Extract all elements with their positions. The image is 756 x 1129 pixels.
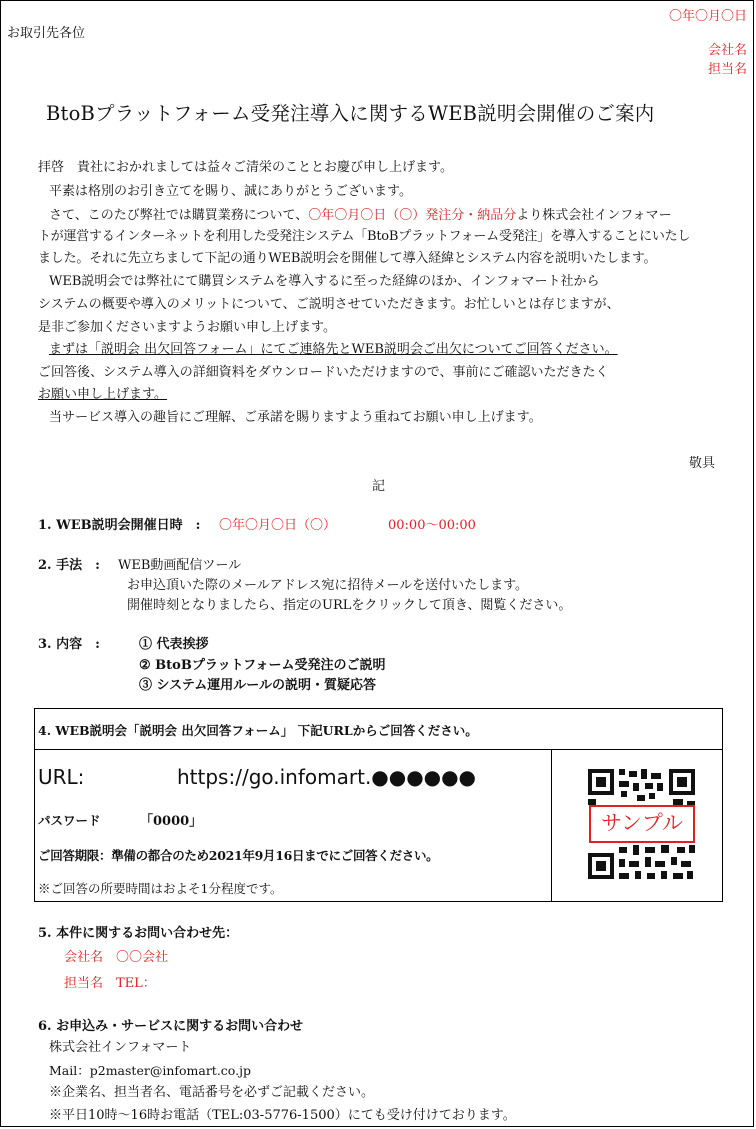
service-email[interactable]: Mail：p2master@infomart.co.jp — [49, 1063, 251, 1078]
header-date: 〇年〇月〇日 — [668, 9, 747, 24]
method-line-1: WEB動画配信ツール — [118, 558, 242, 573]
section-1-label: 1. WEB説明会開催日時 : — [38, 518, 201, 533]
form-url-link[interactable]: https://go.infomart.●●●●●● — [177, 765, 477, 789]
event-time: 00:00～00:00 — [388, 518, 476, 533]
document-title: BtoBプラットフォーム受発注導入に関するWEB説明会開催のご案内 — [46, 102, 655, 125]
password-label: パスワード — [38, 813, 101, 828]
body-line-2: 平素は格別のお引き立てを賜り、誠にありがとうございます。 — [49, 184, 412, 199]
body-line-1: 拝啓 貴社におかれましては益々ご清栄のこととお慶び申し上げます。 — [38, 160, 453, 175]
body-line-5: ました。それに先立ちまして下記の通りWEB説明会を開催して導入経緯とシステム内容を説明いたします。 — [38, 251, 657, 266]
body-line-7: システムの概要や導入のメリットについて、ご説明させていただきます。お忙しいとは存じますが、 — [38, 297, 620, 312]
deadline-note: ご回答期限：準備の都合のため2021年9月16日までにご回答ください。 — [38, 848, 439, 863]
body-line-3 — [49, 204, 672, 223]
service-company: 株式会社インフォマート — [49, 1040, 192, 1055]
body-line-9-instruction: まずは「説明会 出欠回答フォーム」にてご連絡先とWEB説明会ご出欠についてご回答ください。 — [49, 342, 618, 357]
contact-company: 会社名 〇〇会社 — [64, 950, 169, 965]
sample-stamp: サンプル — [589, 805, 695, 843]
contact-person-tel: 担当名 TEL： — [64, 976, 156, 991]
content-item-3: ③ システム運用ルールの説明・質疑応答 — [139, 678, 376, 693]
box-divider — [551, 749, 552, 901]
section-3-label: 3. 内容 : — [38, 637, 100, 652]
section-4-heading: 4. WEB説明会「説明会 出欠回答フォーム」 下記URLからご回答ください。 — [38, 723, 478, 738]
body-line-6: WEB説明会では弊社にて購買システムを導入するに至った経緯のほか、インフォマート社から — [49, 274, 600, 289]
service-note-1: ※企業名、担当者名、電話番号を必ずご記載ください。 — [49, 1085, 375, 1100]
body-line-3c: より株式会社インフォマー — [516, 208, 672, 223]
header-person: 担当名 — [707, 62, 747, 77]
method-line-2: お申込頂いた際のメールアドレス宛に招待メールを送付いたします。 — [127, 578, 529, 593]
content-item-2: ② BtoBプラットフォーム受発注のご説明 — [139, 658, 386, 673]
body-line-12: 当サービス導入の趣旨にご理解、ご承諾を賜りますよう重ねてお願い申し上げます。 — [49, 410, 542, 425]
body-line-10: ご回答後、システム導入の詳細資料をダウンロードいただけますので、事前にご確認いただきたく — [38, 365, 609, 380]
password-value: 「0000」 — [140, 814, 203, 829]
url-label: URL: — [38, 765, 85, 789]
method-line-3: 開催時刻となりましたら、指定のURLをクリックして頂き、閲覧ください。 — [127, 598, 572, 613]
content-item-1: ① 代表挨拶 — [139, 637, 209, 652]
duration-note: ※ご回答の所要時間はおよそ1分程度です。 — [38, 881, 283, 896]
body-line-4: トが運営するインターネットを利用した受発注システム「BtoBプラットフォーム受発注」を導入することにいたし — [38, 229, 691, 244]
header-company: 会社名 — [707, 43, 747, 58]
body-line-3a: さて、このたび弊社では購買業務について、 — [49, 208, 309, 223]
service-note-2: ※平日10時～16時お電話（TEL:03-5776-1500）にても受け付けております。 — [49, 1108, 516, 1123]
body-line-8: 是非ご参加くださいますようお願い申し上げます。 — [38, 320, 336, 335]
event-date: 〇年〇月〇日（〇） — [219, 518, 337, 533]
closing-keigu: 敬具 — [689, 456, 716, 471]
section-6-label: 6. お申込み・サービスに関するお問い合わせ — [38, 1019, 304, 1034]
body-line-11: お願い申し上げます。 — [38, 387, 167, 402]
section-5-label: 5. 本件に関するお問い合わせ先： — [38, 926, 239, 941]
recipient: お取引先各位 — [7, 26, 86, 41]
section-2-label: 2. 手法 : — [38, 558, 100, 573]
order-date-highlight: 〇年〇月〇日（〇）発注分・納品分 — [308, 208, 517, 223]
ki-heading: 記 — [372, 479, 386, 494]
